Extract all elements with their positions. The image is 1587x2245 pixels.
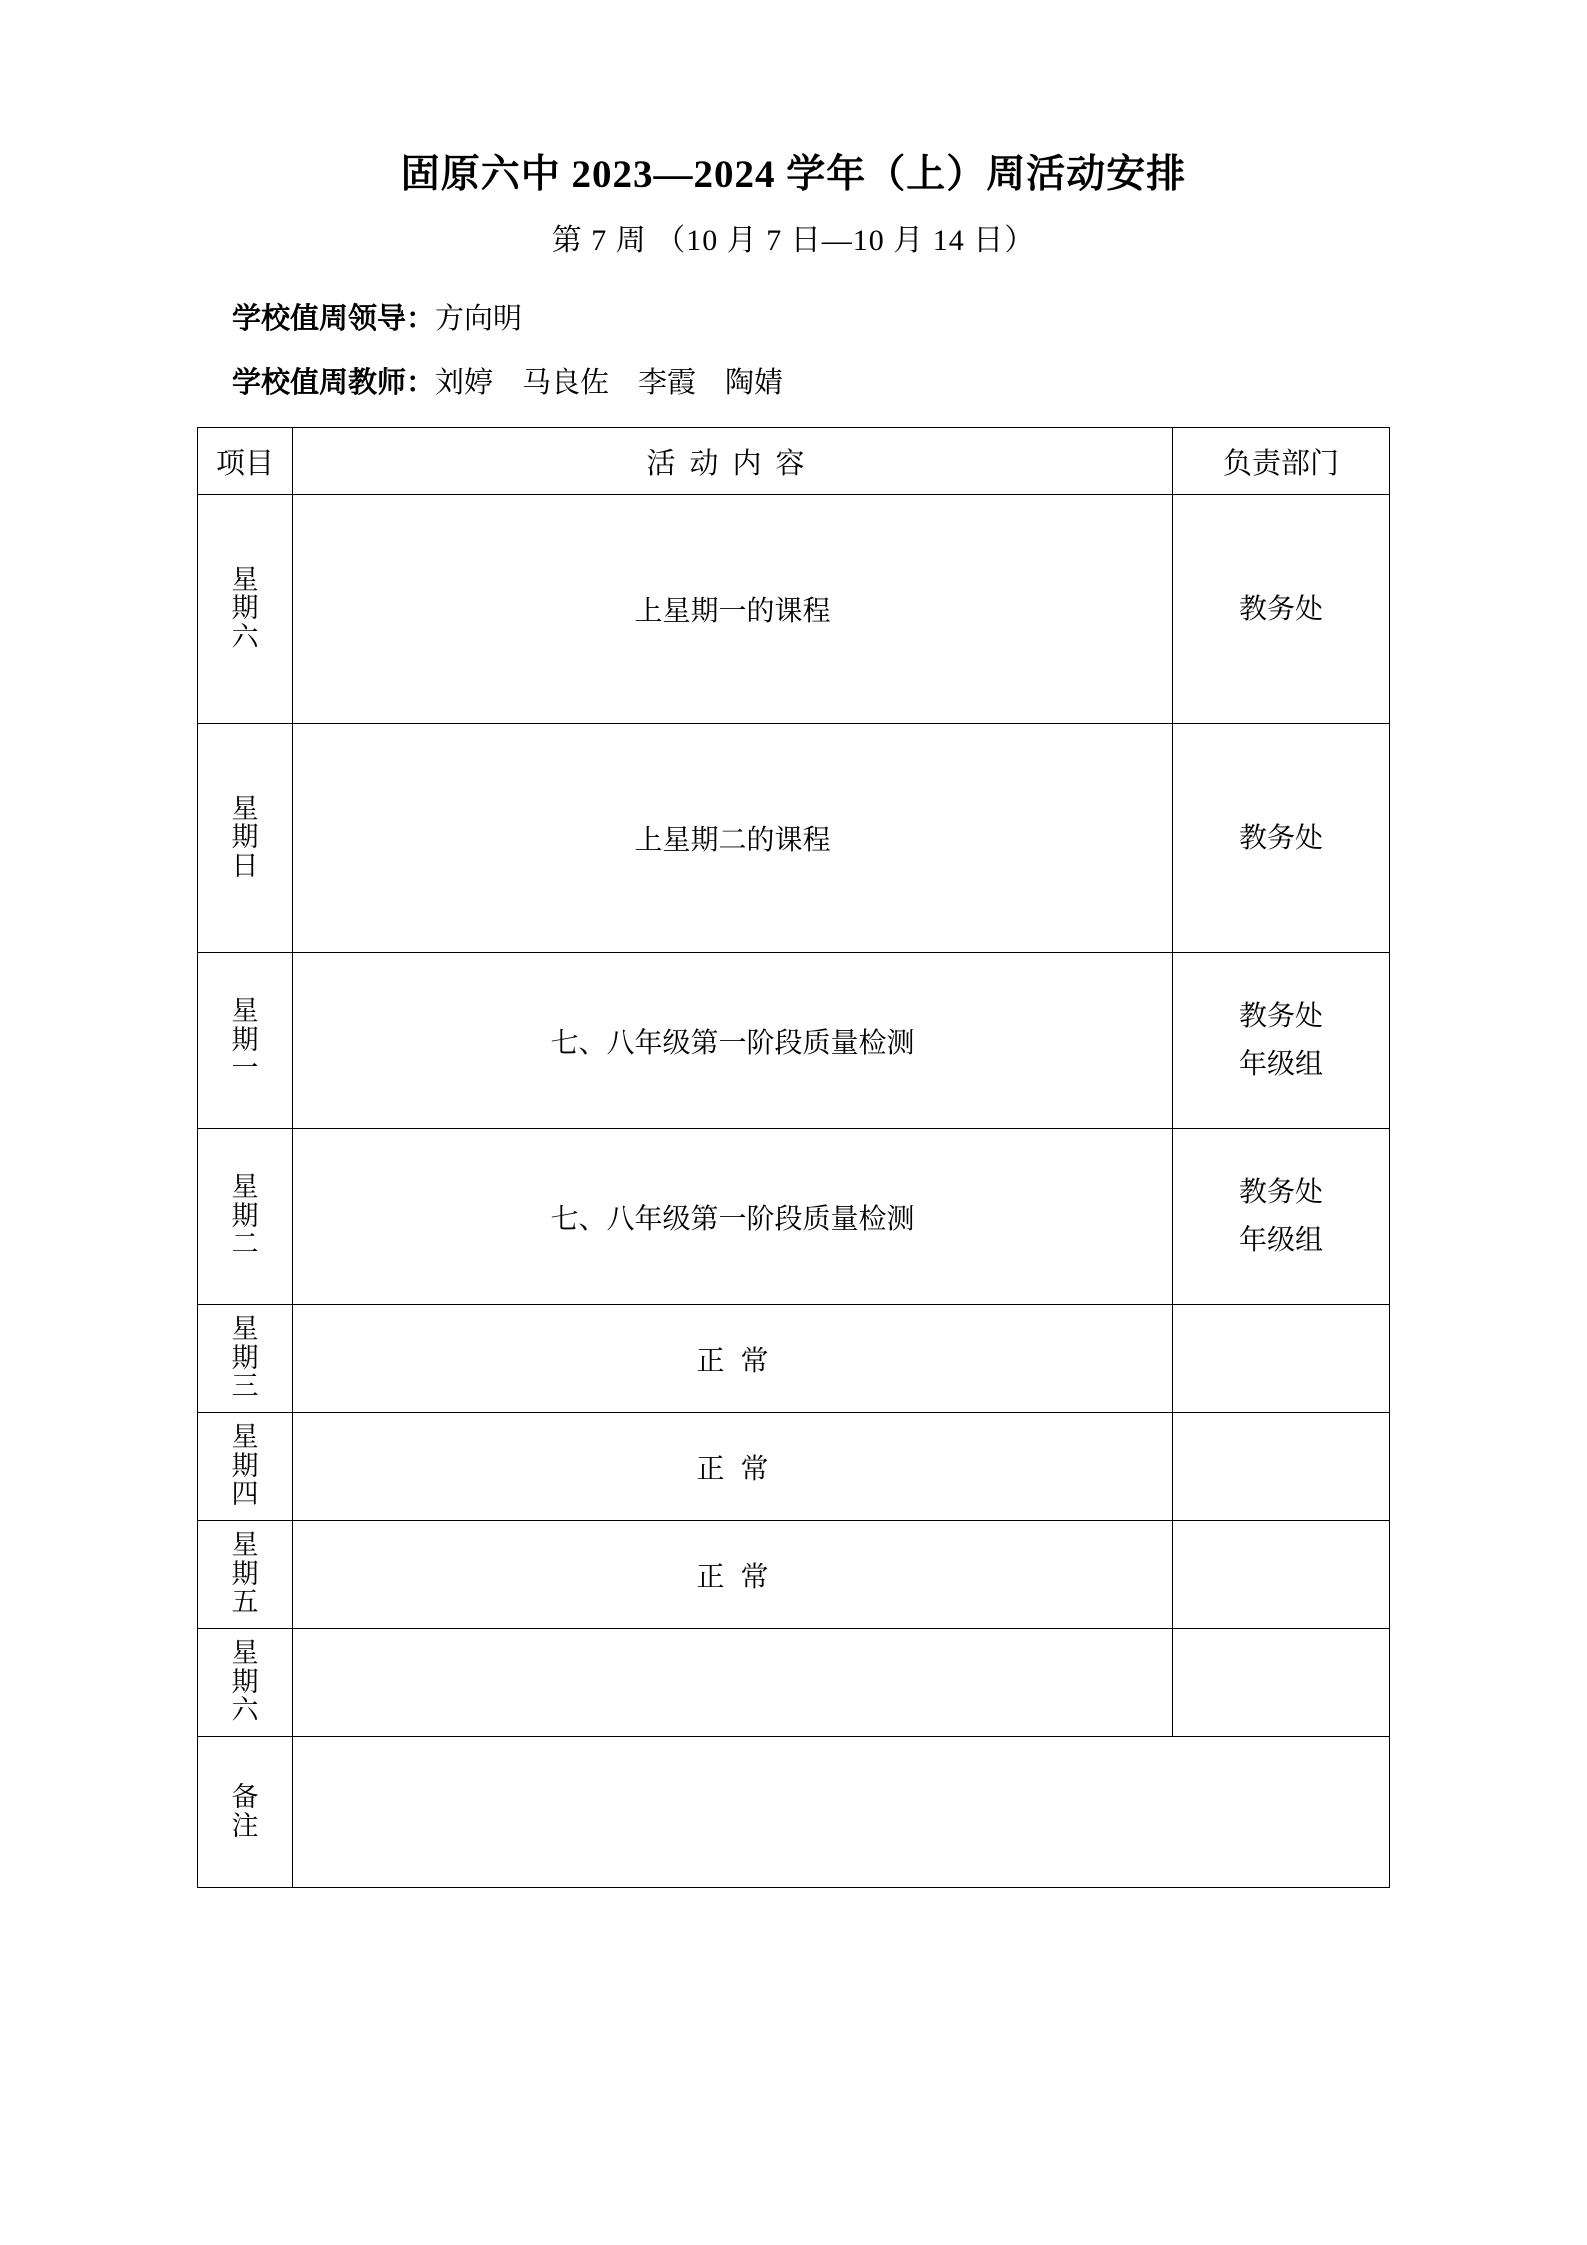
page-title: 固原六中 2023—2024 学年（上）周活动安排 [400, 153, 1187, 196]
day-label-char: 星 [231, 996, 259, 1027]
responsible-department-cell [1173, 953, 1390, 1129]
department-name: 教务处 [1238, 1177, 1323, 1209]
table-row-note [198, 1737, 1390, 1888]
department-name: 教务处 [1238, 822, 1323, 854]
duty-leader-line [0, 259, 1587, 337]
activity-content-cell: 正常 [293, 1305, 1173, 1413]
duty-teachers-line [0, 337, 1587, 401]
day-cell [198, 953, 293, 1129]
week-range-subtitle: 第 7 周 （10 月 7 日—10 月 14 日） [551, 223, 1036, 257]
weekly-schedule-table [197, 427, 1390, 1888]
table-header-row [198, 428, 1390, 495]
responsible-department-cell [1173, 1129, 1390, 1305]
schedule-table-wrapper [0, 401, 1587, 1888]
day-cell [198, 724, 293, 953]
day-label-星期二 [232, 1173, 259, 1259]
day-label-char: 星 [231, 1422, 259, 1453]
responsible-department-cell [1173, 724, 1390, 953]
column-header-department: 负责部门 [1173, 428, 1390, 495]
day-label-char: 一 [231, 1053, 259, 1084]
activity-content-cell: 上星期二的课程 [293, 724, 1173, 953]
responsible-department-cell [1173, 1413, 1390, 1521]
day-label-星期四 [232, 1423, 259, 1509]
duty-leader-value: 方向明 [435, 302, 523, 335]
table-row [198, 1629, 1390, 1737]
responsible-department-cell [1173, 1305, 1390, 1413]
day-label-char: 星 [231, 1172, 259, 1203]
day-label-char: 星 [231, 1530, 259, 1561]
activity-content-cell: 七、八年级第一阶段质量检测 [293, 953, 1173, 1129]
department-name: 年级组 [1238, 1224, 1323, 1256]
day-label-char: 期 [231, 1200, 259, 1231]
day-cell [198, 1129, 293, 1305]
day-label-char: 星 [231, 1638, 259, 1669]
day-cell [198, 1305, 293, 1413]
day-label-char: 星 [231, 1314, 259, 1345]
table-row [198, 1413, 1390, 1521]
note-label [232, 1783, 259, 1840]
responsible-department-cell [1173, 495, 1390, 724]
day-label-char: 五 [231, 1587, 259, 1618]
day-label-char: 六 [231, 1695, 259, 1726]
day-label-char: 日 [231, 850, 259, 881]
column-header-item: 项目 [198, 428, 293, 495]
day-label-星期日 [232, 795, 259, 881]
day-label-char: 三 [231, 1371, 259, 1402]
day-label-char: 期 [231, 822, 259, 853]
activity-content-cell: 正常 [293, 1413, 1173, 1521]
day-label-星期六 [232, 1639, 259, 1725]
note-content-cell [293, 1737, 1390, 1888]
day-label-char: 二 [231, 1229, 259, 1260]
table-row [198, 495, 1390, 724]
day-label-星期一 [232, 997, 259, 1083]
department-name: 年级组 [1238, 1048, 1323, 1080]
table-row [198, 724, 1390, 953]
day-label-char: 期 [231, 593, 259, 624]
duty-teachers-value: 刘婷 马良佐 李霞 陶婧 [435, 367, 784, 400]
day-label-char: 四 [231, 1479, 259, 1510]
day-label-char: 期 [231, 1450, 259, 1481]
table-row [198, 1305, 1390, 1413]
day-label-char: 星 [231, 793, 259, 824]
day-label-char: 注 [231, 1810, 259, 1841]
department-name: 教务处 [1238, 593, 1323, 625]
activity-content-cell: 上星期一的课程 [293, 495, 1173, 724]
day-cell [198, 1521, 293, 1629]
day-label-星期六 [232, 566, 259, 652]
column-header-content: 活动内容 [293, 428, 1173, 495]
responsible-department-cell [1173, 1521, 1390, 1629]
day-label-char: 期 [231, 1666, 259, 1697]
table-row [198, 1129, 1390, 1305]
day-label-char: 星 [231, 564, 259, 595]
day-label-char: 期 [231, 1342, 259, 1373]
activity-content-cell: 七、八年级第一阶段质量检测 [293, 1129, 1173, 1305]
duty-teachers-label: 学校值周教师： [232, 367, 436, 400]
duty-leader-label: 学校值周领导： [232, 302, 436, 335]
department-name: 教务处 [1238, 1001, 1323, 1033]
day-cell [198, 495, 293, 724]
table-row [198, 953, 1390, 1129]
day-label-星期三 [232, 1315, 259, 1401]
day-label-char: 六 [231, 621, 259, 652]
day-cell [198, 1413, 293, 1521]
note-label-cell [198, 1737, 293, 1888]
activity-content-cell: 正常 [293, 1521, 1173, 1629]
responsible-department-cell [1173, 1629, 1390, 1737]
day-label-char: 备 [231, 1781, 259, 1812]
day-label-char: 期 [231, 1558, 259, 1589]
day-label-char: 期 [231, 1024, 259, 1055]
activity-content-cell [293, 1629, 1173, 1737]
table-row [198, 1521, 1390, 1629]
day-cell [198, 1629, 293, 1737]
day-label-星期五 [232, 1531, 259, 1617]
